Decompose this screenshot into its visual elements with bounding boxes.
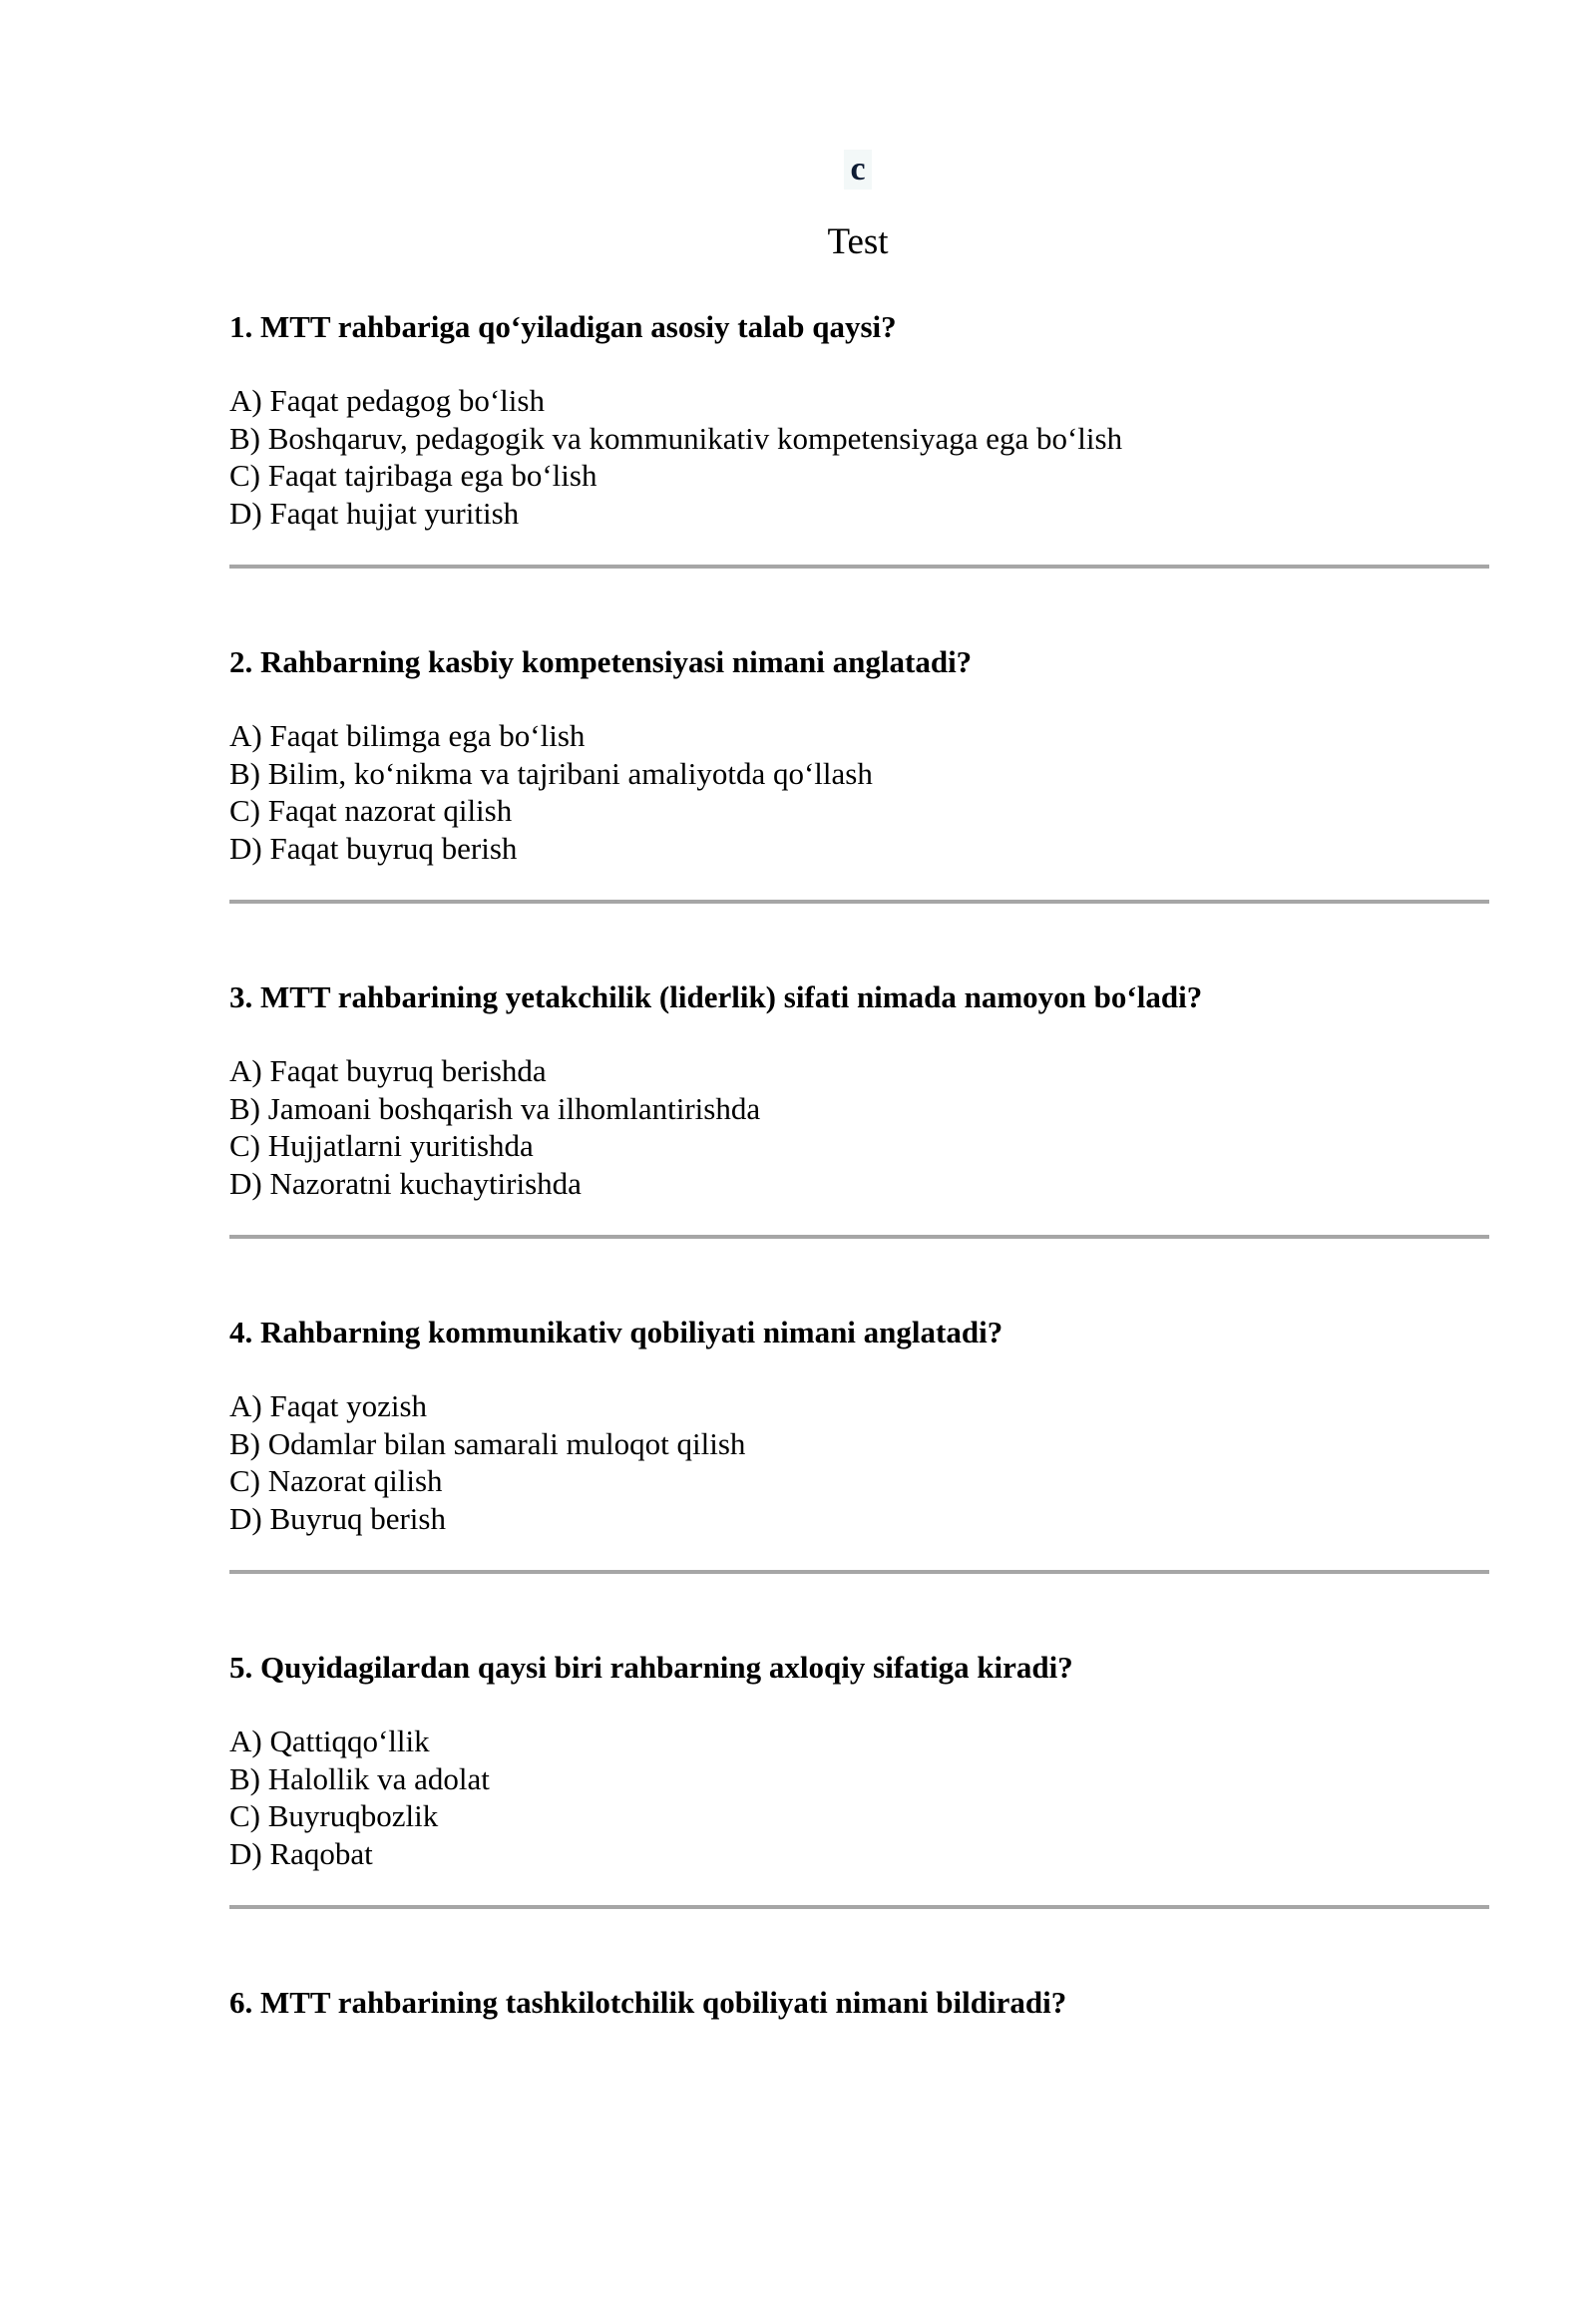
header-letter: c [844,150,872,190]
option-a: A) Faqat pedagog bo‘lish [229,383,545,418]
question-text: 4. Rahbarning kommunikativ qobiliyati nimani anglatadi? [229,1315,1003,1349]
option-a: A) Qattiqqo‘llik [229,1724,430,1758]
option-c: C) Faqat nazorat qilish [229,793,513,828]
divider [229,1905,1489,1909]
question-text: 5. Quyidagilardan qaysi biri rahbarning axloqiy sifatiga kiradi? [229,1650,1073,1685]
question-text: 2. Rahbarning kasbiy kompetensiyasi nimani anglatadi? [229,644,973,679]
question-4 [229,1301,1489,1636]
option-b: B) Halollik va adolat [229,1760,490,1796]
option-d: D) Nazoratni kuchaytirishda [229,1165,582,1201]
question-list [229,295,1489,2306]
option-a: A) Faqat bilimga ega bo‘lish [229,718,586,753]
option-b: B) Jamoani boshqarish va ilhomlantirishda [229,1090,761,1126]
option-a: A) Faqat buyruq berishda [229,1053,547,1088]
answer-options [229,1723,490,1872]
answer-options [229,1387,745,1537]
answer-options [229,717,873,867]
question-2 [229,630,1489,965]
divider [229,1235,1489,1239]
option-b: B) Boshqaruv, pedagogik va kommunikativ kompetensiyaga ega bo‘lish [229,420,1123,456]
answer-options [229,1052,760,1202]
option-a: A) Faqat yozish [229,1388,428,1423]
answer-options [229,382,1122,532]
divider [229,565,1489,569]
option-d: D) Faqat buyruq berish [229,830,518,866]
option-d: D) Buyruq berish [229,1500,446,1536]
question-5 [229,1636,1489,1971]
question-3 [229,965,1489,1301]
divider [229,1570,1489,1574]
option-d: D) Raqobat [229,1835,373,1871]
question-text: 6. MTT rahbarining tashkilotchilik qobiliyati nimani bildiradi? [229,1985,1067,2020]
question-text: 1. MTT rahbariga qo‘yiladigan asosiy talab qaysi? [229,309,897,344]
question-text: 3. MTT rahbarining yetakchilik (liderlik) sifati nimada namoyon bo‘ladi? [229,979,1203,1014]
option-c: C) Faqat tajribaga ega bo‘lish [229,458,598,493]
option-b: B) Bilim, ko‘nikma va tajribani amaliyotda qo‘llash [229,755,873,791]
option-c: C) Nazorat qilish [229,1463,443,1498]
divider [229,900,1489,904]
option-d: D) Faqat hujjat yuritish [229,495,520,531]
option-b: B) Odamlar bilan samarali muloqot qilish [229,1425,746,1461]
option-c: C) Hujjatlarni yuritishda [229,1128,534,1163]
document-title: Test [827,221,889,262]
question-1 [229,295,1489,630]
option-c: C) Buyruqbozlik [229,1798,439,1833]
